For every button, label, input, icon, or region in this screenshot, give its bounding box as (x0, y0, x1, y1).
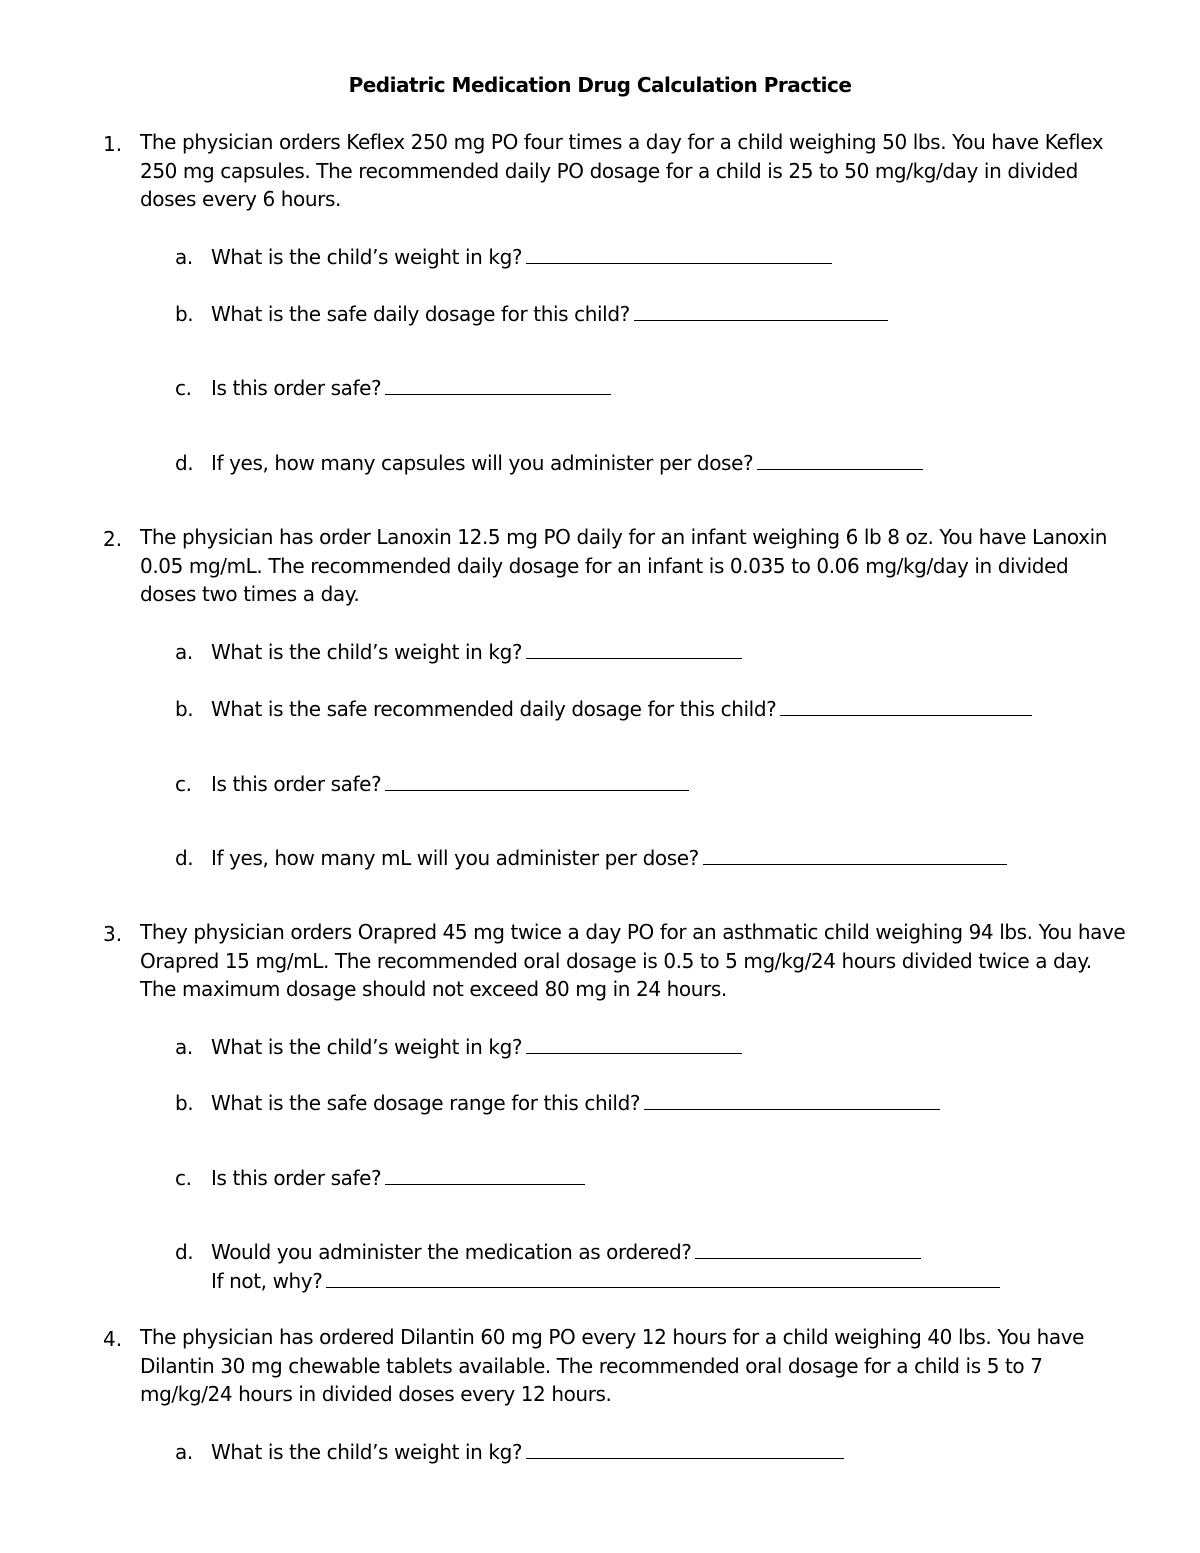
answer-blank-2c[interactable] (385, 772, 689, 791)
question-1c (175, 376, 611, 400)
sub-text: Is this order safe? (211, 772, 382, 796)
sub-text: What is the child’s weight in kg? (211, 640, 523, 664)
sub-text: What is the child’s weight in kg? (211, 245, 523, 269)
sub-cont-text: If not, why? (211, 1269, 323, 1293)
sub-text: What is the child’s weight in kg? (211, 1440, 523, 1464)
sub-letter: a. (175, 640, 193, 664)
question-4-number: 4. (103, 1327, 123, 1351)
sub-letter: d. (175, 1240, 194, 1264)
question-3b (175, 1091, 940, 1115)
question-4-text: The physician has ordered Dilantin 60 mg PO every 12 hours for a child weighing 40 lbs. You have Dilantin 30 mg chewable tablets available. The recommended oral dosage for a child is 5 to 7 mg/kg/24 hours in divided doses every 12 hours. (140, 1325, 1085, 1406)
sub-continuation (175, 1269, 1000, 1293)
sub-text: Would you administer the medication as ordered? (211, 1240, 692, 1264)
answer-blank-2b[interactable] (780, 697, 1032, 716)
sub-letter: b. (175, 1091, 194, 1115)
answer-blank-1a[interactable] (526, 245, 832, 264)
answer-blank-2a[interactable] (526, 640, 742, 659)
sub-letter: a. (175, 1440, 193, 1464)
question-2-number: 2. (103, 527, 123, 551)
sub-letter: d. (175, 451, 194, 475)
question-2a (175, 640, 742, 664)
question-1-number: 1. (103, 132, 123, 156)
answer-blank-4a[interactable] (526, 1440, 844, 1459)
question-1d (175, 451, 923, 475)
answer-blank-3d-why[interactable] (326, 1269, 1000, 1288)
sub-text: What is the child’s weight in kg? (211, 1035, 523, 1059)
answer-blank-3a[interactable] (526, 1035, 742, 1054)
sub-letter: a. (175, 245, 193, 269)
question-1a (175, 245, 832, 269)
sub-letter: a. (175, 1035, 193, 1059)
sub-text: What is the safe daily dosage for this child? (211, 302, 630, 326)
question-2d (175, 846, 1007, 870)
answer-blank-2d[interactable] (703, 846, 1007, 865)
answer-blank-3c[interactable] (385, 1166, 585, 1185)
sub-letter: c. (175, 376, 192, 400)
sub-text: Is this order safe? (211, 376, 382, 400)
question-2b (175, 697, 1032, 721)
sub-text: If yes, how many mL will you administer per dose? (211, 846, 699, 870)
question-3-text: They physician orders Orapred 45 mg twice a day PO for an asthmatic child weighing 94 lbs. You have Orapred 15 mg/mL. The recommended oral dosage is 0.5 to 5 mg/kg/24 hours divided twice a day. The maximum dosage should not exceed 80 mg in 24 hours. (140, 920, 1126, 1001)
question-3-number: 3. (103, 922, 123, 946)
answer-blank-1d[interactable] (757, 451, 923, 470)
question-3d (175, 1240, 1000, 1293)
sub-text: What is the safe recommended daily dosage for this child? (211, 697, 777, 721)
question-2-text: The physician has order Lanoxin 12.5 mg PO daily for an infant weighing 6 lb 8 oz. You have Lanoxin 0.05 mg/mL. The recommended daily dosage for an infant is 0.035 to 0.06 mg/kg/day in divided doses two times a day. (140, 525, 1108, 606)
sub-letter: b. (175, 697, 194, 721)
sub-letter: d. (175, 846, 194, 870)
answer-blank-3b[interactable] (644, 1091, 940, 1110)
sub-text: Is this order safe? (211, 1166, 382, 1190)
question-3c (175, 1166, 585, 1190)
question-2c (175, 772, 689, 796)
sub-letter: b. (175, 302, 194, 326)
answer-blank-1c[interactable] (385, 376, 611, 395)
page-title: Pediatric Medication Drug Calculation Practice (348, 73, 852, 97)
sub-text: What is the safe dosage range for this child? (211, 1091, 641, 1115)
answer-blank-1b[interactable] (634, 302, 888, 321)
question-1-text: The physician orders Keflex 250 mg PO four times a day for a child weighing 50 lbs. You have Keflex 250 mg capsules. The recommended daily PO dosage for a child is 25 to 50 mg/kg/day in divided doses every 6 hours. (140, 130, 1104, 211)
answer-blank-3d[interactable] (695, 1240, 921, 1259)
question-1b (175, 302, 888, 326)
sub-letter: c. (175, 772, 192, 796)
question-3a (175, 1035, 742, 1059)
sub-letter: c. (175, 1166, 192, 1190)
question-4a (175, 1440, 844, 1464)
sub-text: If yes, how many capsules will you administer per dose? (211, 451, 754, 475)
